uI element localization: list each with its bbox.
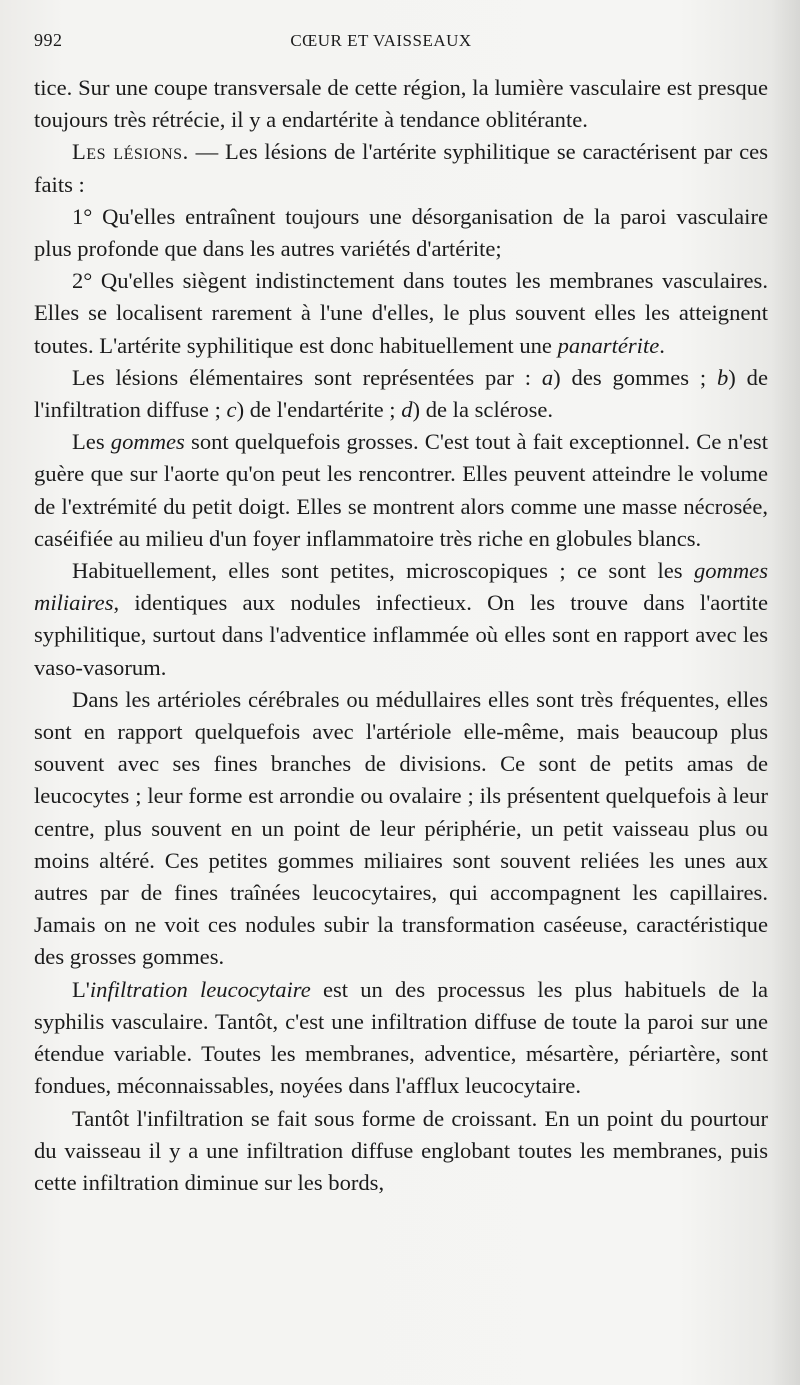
paragraph-croissant (34, 1103, 768, 1200)
list-letter: c (226, 397, 237, 423)
paragraph-text: ) de l'endartérite ; (236, 397, 402, 423)
body-text (34, 72, 768, 1199)
italic-term: gommes miliaires (34, 558, 768, 616)
paragraph-text: Tantôt l'infiltration se fait sous forme de croissant. En un point du pourtour du vaisseau il y a une infiltration diffuse englobant toutes les membranes, puis cette infiltration diminue sur les bords, (34, 1105, 768, 1195)
paragraph-lesions-heading (34, 136, 768, 200)
italic-term: panartérite (557, 332, 660, 358)
paragraph-text: est un des processus les plus habituels de la syphilis vasculaire. Tantôt, c'est une infiltration diffuse de toute la paroi sur une étendue variable. Toutes les membranes, adventice, mésartère, périartère, sont fondues, méconnaissables, noyées dans l'afflux leucocytaire. (34, 976, 768, 1099)
scan-edge-shadow (770, 0, 800, 1385)
list-letter: a (541, 364, 554, 390)
paragraph-text: 2° Qu'elles siègent indistinctement dans toutes les membranes vasculaires. Elles se localisent rarement à l'une d'elles, le plus souvent elles les atteignent toutes. L'artérite syphilitique est donc habituellement une (34, 268, 768, 358)
paragraph-text: tice. Sur une coupe transversale de cette région, la lumière vasculaire est presque toujours très rétrécie, il y a endartérite à tendance oblitérante. (34, 75, 768, 133)
list-letter: d (401, 397, 413, 423)
paragraph-point-2 (34, 265, 768, 362)
paragraph-text: , identiques aux nodules infectieux. On les trouve dans l'aortite syphilitique, surtout dans l'adventice inflammée où elles sont en rapport avec les vaso-vasorum. (34, 590, 768, 680)
paragraph-text: Dans les artérioles cérébrales ou médullaires elles sont très fréquentes, elles sont en rapport quelquefois avec l'artériole elle-même, mais beaucoup plus souvent avec ses fines branches de divisions. Ce sont de petits amas de leucocytes ; leur forme est arrondie ou ovalaire ; ils présentent quelquefois à leur centre, plus souvent en un point de leur périphérie, un petit vaisseau plus ou moins altéré. Ces petites gommes miliaires sont souvent reliées les unes aux autres par de fines traînées leucocytaires, qui accompagnent les capillaires. Jamais on ne voit ces nodules subir la transformation caséeuse, caractéristique des grosses gommes. (34, 686, 768, 970)
paragraph-text: . (659, 332, 665, 358)
paragraph-arterioles (34, 684, 768, 974)
paragraph-text: ) de l'infiltration diffuse ; (34, 364, 768, 423)
paragraph-point-1 (34, 201, 768, 265)
running-title: CŒUR ET VAISSEAUX (290, 31, 472, 50)
paragraph-gommes-miliaires (34, 555, 768, 684)
paragraph-infiltration (34, 974, 768, 1103)
paragraph-text: Les (72, 429, 111, 455)
paragraph-text: Habituellement, elles sont petites, microscopiques ; ce sont les (72, 558, 694, 584)
italic-term: infiltration leucocytaire (89, 976, 311, 1002)
paragraph-text: Les lésions élémentaires sont représentées par : (72, 364, 542, 390)
paragraph-text: 1° Qu'elles entraînent toujours une désorganisation de la paroi vasculaire plus profonde que dans les autres variétés d'artérite; (34, 203, 768, 262)
paragraph-gommes (34, 426, 768, 555)
running-head (34, 30, 768, 60)
paragraph-text: L' (72, 976, 90, 1002)
paragraph-text: — Les lésions de l'artérite syphilitique se caractérisent par ces faits : (34, 139, 768, 197)
paragraph-continuation (34, 72, 768, 136)
paragraph-text: ) des gommes ; (553, 364, 717, 390)
paragraph-elementary-lesions (34, 362, 768, 426)
paragraph-text: sont quelquefois grosses. C'est tout à fait exceptionnel. Ce n'est guère que sur l'aorte qu'on peut les rencontrer. Elles peuvent atteindre le volume de l'extrémité du petit doigt. Elles se montrent alors comme une masse nécrosée, caséifiée au milieu d'un foyer inflammatoire très riche en globules blancs. (34, 429, 768, 551)
page-number: 992 (34, 30, 63, 50)
list-letter: b (717, 364, 729, 390)
italic-term: gommes (110, 429, 185, 455)
section-heading: Les lésions. (72, 139, 189, 165)
paragraph-text: ) de la sclérose. (412, 397, 554, 423)
